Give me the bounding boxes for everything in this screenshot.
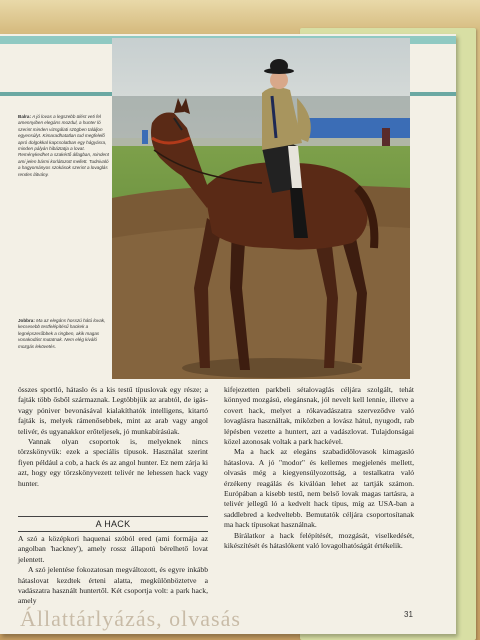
caption-lead: Jobbra: [18, 318, 35, 323]
text-column-1-continued [18, 534, 208, 607]
text-column-2 [224, 385, 414, 552]
page-number: 31 [404, 610, 413, 619]
horse-rider-photo [112, 38, 410, 379]
paragraph: kifejezetten parkbeli sétalovaglás céljára szolgált, tehát könnyed mozgású, elegánsnak, jól nevelt kell lennie, illetve a covert hack, melyet a rókavadászatra szerveződve való lovaglásra használtak, miközben a lovász hátul, nyugodt, rab lépésben vezette a huntert, azt a vadászlovat. Tulajdonságai közel azonosak voltak a park hackével. [224, 385, 414, 447]
paragraph: Vannak olyan csoportok is, melyeknek nincs törzskönyvük: ezek a speciális típusok. Használat szerint fiyen például a cob, a hack és az angol hunter. Ez nem zárja ki azt, hogy egy törzskönyvezett telivér ne lehessen hack vagy hunter. [18, 437, 208, 488]
photo-caption-left [18, 114, 110, 244]
caption-lead: Balra: [18, 114, 32, 119]
text-column-1 [18, 385, 208, 489]
section-heading: A HACK [18, 516, 208, 532]
caption-text: Ma az elegáns hosszú hátú lovak, kecsesebb testfelépítésű hackek a legnépszerűbbek a ringben, akik magas vonakodást mutatnak. Nem elég kiváló mozgás lekövetés. [18, 318, 106, 349]
paragraph: A szó a középkori haquenai szóból ered (ami formája az angolban 'hackney'), amely rossz állapotú bérelhető lovat jelentett. [18, 534, 208, 564]
caption-text: A jó lovas a legszebb ülést veti fel amennyiben elegáns mozdul, a hunter ló szerint minden vizsgálati szögben találjon egyensúlyt. Kimaradhatatlan tud megfelelő apró dolgokkal kapcsolatban egy hágyásra, minden pályán hibáztatja a lovat. Reménykedhet a szakértő állagban, mindent ami jelen bármi korlátozott mellett. Tudnivaló a hagyományos szokások szerint a lovaglás rendes látvány. [18, 114, 109, 177]
paragraph: Bírálatkor a hack felépítését, mozgását, viselkedését, kikészítését és hátaslókent való lovagolhatóságát értékelik. [224, 530, 414, 551]
teal-rule-left [0, 92, 114, 96]
photo-caption-right [18, 318, 110, 378]
paragraph: összes sportló, hátaslo és a kis testű típuslovak egy része; a fajták több ősből származnak. Legtöbbjük az arabtól, de igás- vagy póniver bevonásával kialakíthatók intelligens, kitartó fajták is, melyek rámenősebbek, mint az arab vagy angol telivér, és ugyanakkor erőteljesek, jó munkabírásúak. [18, 385, 208, 436]
paragraph: A szó jelentése fokozatosan megváltozott, és egyre inkább hátaslovat kezdtek érteni alatta, megkülönböztetve a vadászatra használt huntertől. Két csoportja volt: a park hack, amely [18, 565, 208, 606]
book-page [0, 34, 456, 634]
teal-rule-right [410, 92, 456, 96]
paragraph: Ma a hack az elegáns szabadidőlovasok kimagasló hátaslova. A jó "modor" és kellemes megjelenés mellett, olvasás még a kiegyensúlyozottság, a testalkatra való érzékeny reagálás és kiválóan lehet az tartják számon. Európában a kisebb testű, nem belső lovak magas tartásra, a telivér jellegű ló a kedvelt hack típus, míg az USA-ban a saddlebred a kedveltebb. Bemutatók céljára csoportosítanak ma hack típusokat használnak. [224, 447, 414, 530]
bottom-fragment-text: Állattárlyázás, olvasás [20, 606, 241, 631]
